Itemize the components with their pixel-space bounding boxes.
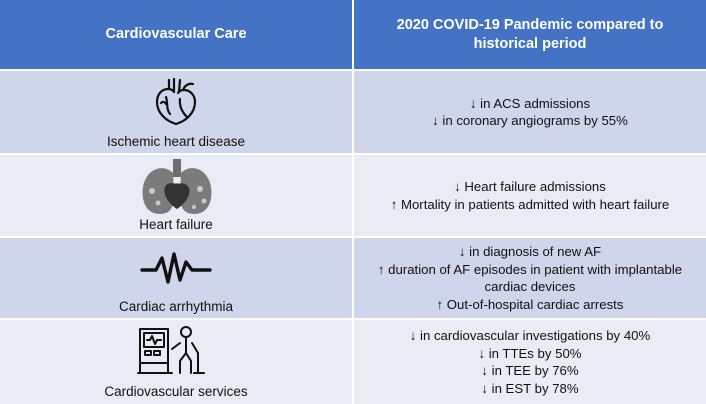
column-divider xyxy=(352,0,354,404)
heart-icon xyxy=(152,77,200,127)
header-col-cardiovascular-care: Cardiovascular Care xyxy=(105,26,247,42)
row-findings-ischemic xyxy=(354,71,706,153)
lungs-heart-icon xyxy=(138,159,216,217)
finding-line: ↓ in ACS admissions xyxy=(469,95,591,111)
finding-line: ↓ in EST by 78% xyxy=(481,380,579,396)
row-label-heart-failure: Heart failure xyxy=(139,217,213,232)
finding-line: ↓ in cardiovascular investigations by 40% xyxy=(409,328,651,343)
finding-line: ↑ Out-of-hospital cardiac arrests xyxy=(436,296,624,312)
row-label-arrhythmia: Cardiac arrhythmia xyxy=(118,299,234,314)
finding-line: ↓ in TTEs by 50% xyxy=(478,345,582,361)
finding-line: ↑ Mortality in patients admitted with heart failure xyxy=(390,196,670,212)
medical-services-icon xyxy=(136,323,212,377)
row-findings-heart-failure xyxy=(354,155,706,236)
finding-line: ↓ in diagnosis of new AF xyxy=(458,244,602,259)
row-label-ischemic: Ischemic heart disease xyxy=(106,134,246,149)
row-findings-arrhythmia xyxy=(354,238,706,318)
finding-line: ↑ duration of AF episodes in patient with implantable cardiac devices xyxy=(377,261,683,294)
finding-line: ↓ in coronary angiograms by 55% xyxy=(432,113,628,128)
header-col-pandemic-comparison: 2020 COVID-19 Pandemic compared to historical period xyxy=(396,16,664,52)
finding-line: ↓ Heart failure admissions xyxy=(454,179,606,194)
ecg-waveform-icon xyxy=(140,250,212,286)
finding-line: ↓ in TEE by 76% xyxy=(481,363,579,378)
row-label-services: Cardiovascular services xyxy=(104,384,248,399)
row-findings-services xyxy=(354,320,706,404)
